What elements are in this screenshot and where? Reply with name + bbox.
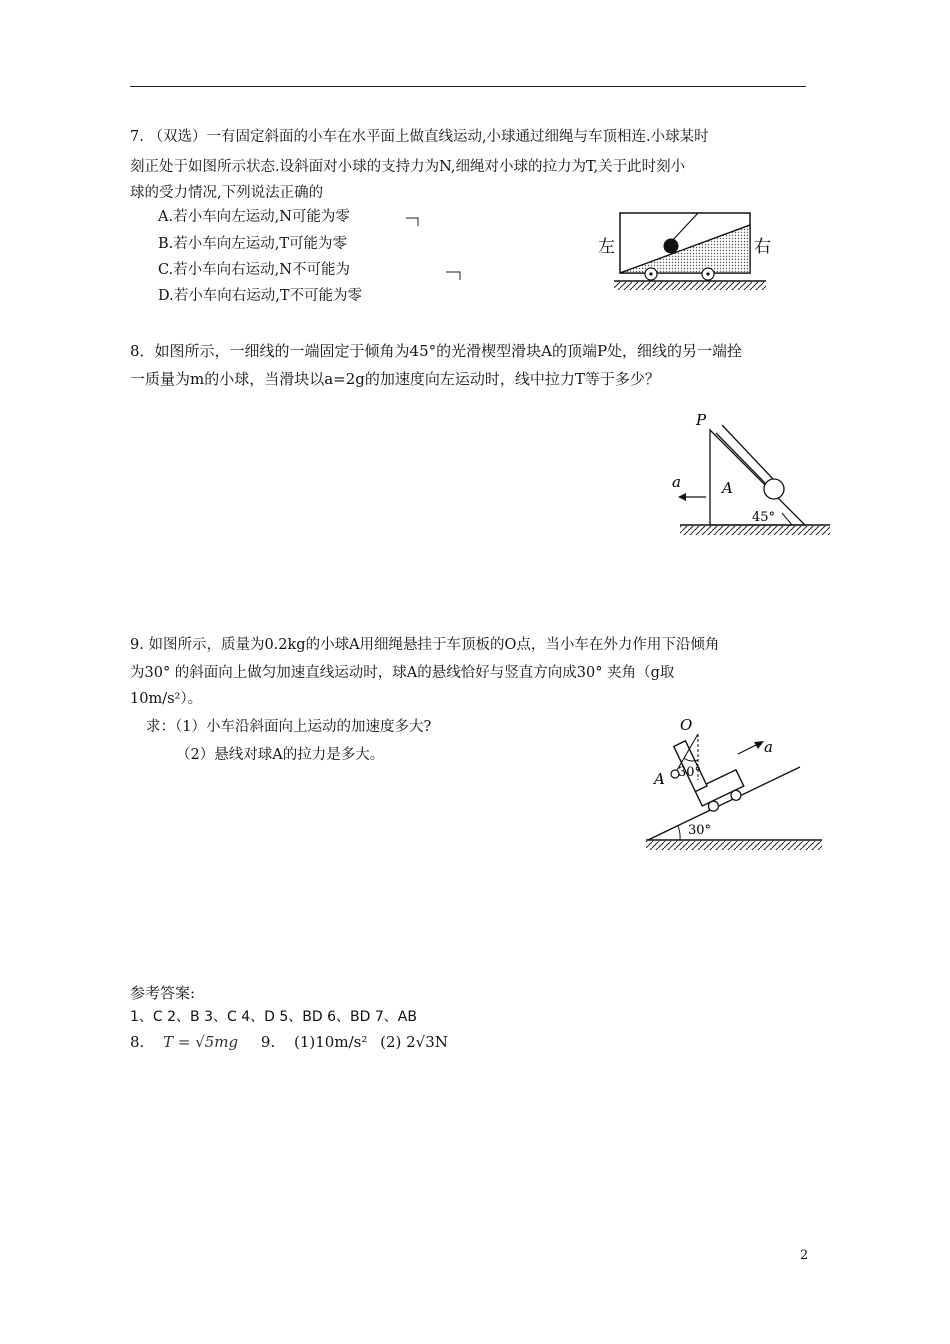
- q8-fig-a-label: a: [672, 473, 681, 491]
- answers-title: 参考答案:: [130, 984, 196, 1002]
- q7-stray-marks: [402, 212, 468, 282]
- answers-line-2: [130, 1031, 448, 1053]
- q7-option-a: A.若小车向左运动,N可能为零: [158, 209, 350, 225]
- q9-fig-A-label: A: [654, 770, 665, 788]
- page-number: 2: [800, 1248, 809, 1263]
- answer-9-part-2: (2) 2√3N: [380, 1033, 448, 1051]
- q7-line-2: 刻正处于如图所示状态.设斜面对小球的支持力为N,细绳对小球的拉力为T,关于此时刻小: [130, 159, 686, 175]
- q7-line-3: 球的受力情况,下列说法正确的: [130, 185, 324, 201]
- q8-fig-P-label: P: [696, 411, 707, 429]
- q9-ask-1: 求：（1）小车沿斜面向上运动的加速度多大?: [146, 719, 432, 735]
- q8-fig-A-label: A: [722, 479, 733, 497]
- q8-line-2: 一质量为m的小球，当滑块以a=2g的加速度向左运动时，线中拉力T等于多少？: [130, 370, 660, 388]
- q8-fig-angle-label: 45°: [752, 510, 776, 525]
- q7-option-c: C.若小车向右运动,N不可能为: [158, 262, 350, 278]
- answer-9-part-1: (1)10m/s²: [294, 1033, 368, 1051]
- q7-line-1: 7. （双选）一有固定斜面的小车在水平面上做直线运动,小球通过细绳与车顶相连.小球某时: [130, 129, 709, 145]
- header-rule: [130, 86, 806, 87]
- q8-figure-wedge: [670, 405, 835, 540]
- q9-fig-O-label: O: [680, 716, 693, 734]
- q7-fig-right-label: 右: [754, 237, 771, 257]
- q7-option-b: B.若小车向左运动,T可能为零: [158, 236, 348, 252]
- q9-fig-angle-bottom-label: 30°: [688, 823, 712, 838]
- q9-ask-2: （2）悬线对球A的拉力是多大。: [176, 747, 385, 763]
- q9-line-2: 为30° 的斜面向上做匀加速直线运动时，球A的悬线恰好与竖直方向成30° 夹角（g取: [130, 665, 675, 681]
- answer-9-label: 9.: [260, 1033, 276, 1051]
- q9-figure-cart-slope: [640, 710, 825, 860]
- q9-fig-angle-top-label: 30°: [678, 765, 702, 780]
- answer-8-value: T = √5mg: [163, 1033, 239, 1051]
- q7-option-d: D.若小车向右运动,T不可能为零: [158, 288, 362, 304]
- q9-line-3: 10m/s²）。: [130, 691, 203, 707]
- answer-8-label: 8.: [130, 1033, 145, 1051]
- q9-fig-a-label: a: [764, 738, 773, 756]
- answers-line-1: 1、C 2、B 3、C 4、D 5、BD 6、BD 7、AB: [130, 1009, 417, 1025]
- q8-line-1: 8．如图所示，一细线的一端固定于倾角为45°的光滑楔型滑块A的顶端P处，细线的另一端拴: [130, 342, 743, 360]
- q9-line-1: 9. 如图所示，质量为0.2kg的小球A用细绳悬挂于车顶板的O点，当小车在外力作用下沿倾角: [130, 637, 720, 653]
- q7-figure-cart-incline: [596, 210, 786, 300]
- q7-fig-left-label: 左: [598, 237, 615, 257]
